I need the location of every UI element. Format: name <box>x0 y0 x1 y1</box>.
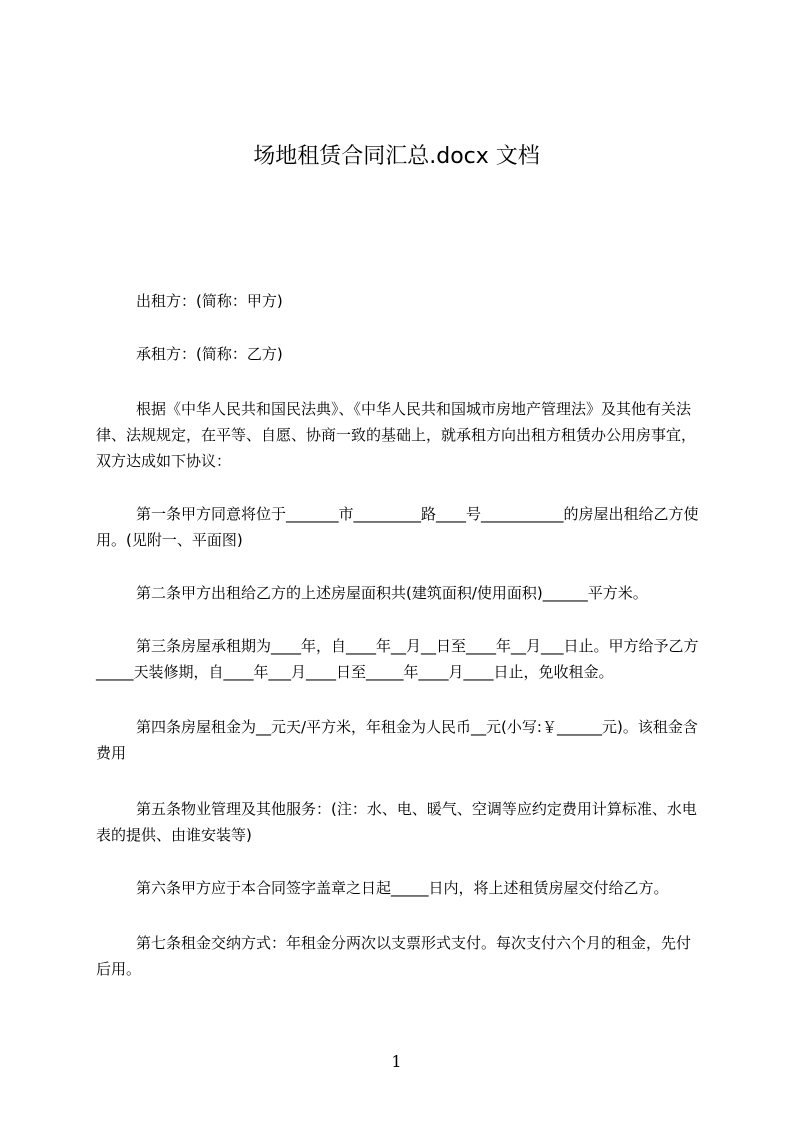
paragraph-preamble: 根据《中华人民共和国民法典》、《中华人民共和国城市房地产管理法》及其他有关法律、法规规定，在平等、自愿、协商一致的基础上，就承租方向出租方租赁办公用房事宜，双方达成如下协议： <box>96 400 697 470</box>
paragraph-lessee: 承租方：(简称：乙方) <box>136 345 283 363</box>
paragraph-article-5: 第五条物业管理及其他服务：(注：水、电、暖气、空调等应约定费用计算标准、水电表的提供、由谁安装等) <box>96 800 697 844</box>
paragraph-article-7: 第七条租金交纳方式：年租金分两次以支票形式支付。每次支付六个月的租金，先付后用。 <box>96 934 692 978</box>
paragraph-article-1: 第一条甲方同意将位于_______市_________路____号___________的房屋出租给乙方使用。(见附一、平面图) <box>96 505 699 549</box>
paragraph-lessor: 出租方：(简称：甲方) <box>136 292 283 310</box>
paragraph-article-2: 第二条甲方出租给乙方的上述房屋面积共(建筑面积/使用面积)______平方米。 <box>136 584 648 602</box>
page-number: 1 <box>391 1052 402 1071</box>
document-title: 场地租赁合同汇总.docx 文档 <box>253 144 540 169</box>
paragraph-article-6: 第六条甲方应于本合同签字盖章之日起_____日内，将上述租赁房屋交付给乙方。 <box>136 879 669 897</box>
paragraph-article-4: 第四条房屋租金为__元天/平方米，年租金为人民币__元(小写:￥______元)。该租金含费用 <box>96 718 698 762</box>
paragraph-article-3: 第三条房屋承租期为____年，自____年__月__日至____年__月___日止。甲方给予乙方_____天装修期，自____年___月____日至_____年____月____日止，免收租金。 <box>96 637 699 681</box>
